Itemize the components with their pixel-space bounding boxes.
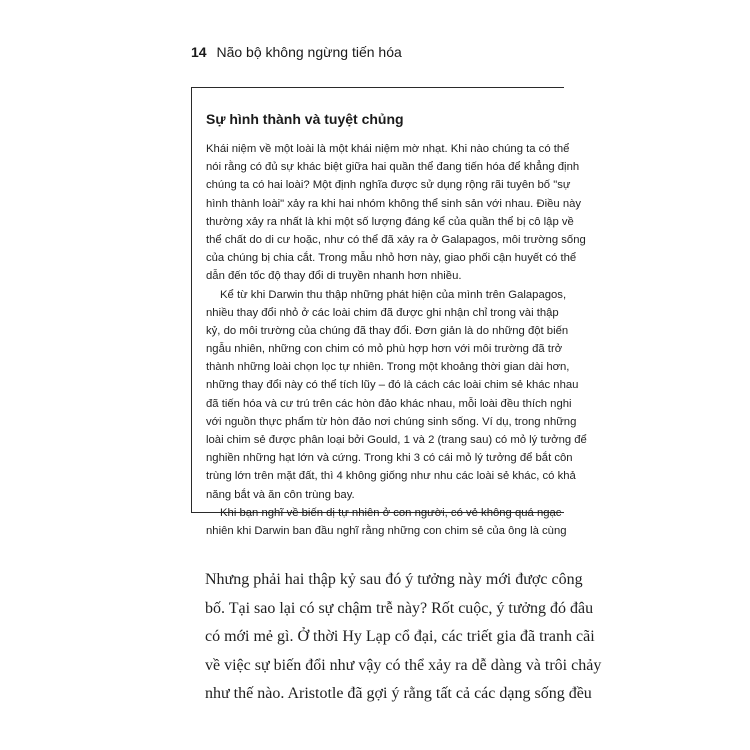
- sidebar-line: nói rằng có đủ sự khác biệt giữa hai quần thể đang tiến hóa để khẳng định: [206, 161, 580, 174]
- sidebar-box: [191, 87, 587, 537]
- body-line: về việc sự biến đổi như vậy có thể xảy ra dễ dàng và trôi chảy: [205, 656, 602, 674]
- sidebar-line: trùng lớn trên mặt đất, thì 4 không giống như nhu các loài sẻ khác, có khả: [206, 470, 576, 483]
- sidebar-line: Kể từ khi Darwin thu thập những phát hiện của mình trên Galapagos,: [220, 288, 567, 301]
- body-line: như thế nào. Aristotle đã gợi ý rằng tất cả các dạng sống đều: [205, 685, 592, 702]
- running-head: [191, 44, 402, 60]
- sidebar-line: dẫn đến tốc độ thay đổi di truyền nhanh hơn nhiều.: [206, 270, 462, 283]
- sidebar-line: Khái niệm về một loài là một khái niệm mờ nhạt. Khi nào chúng ta có thể: [206, 143, 570, 155]
- sidebar-line: loài chim sẻ được phân loại bởi Gould, 1 và 2 (trang sau) có mỏ lý tưởng để: [206, 434, 587, 446]
- sidebar-line: Khi bạn nghĩ về biến dị tự nhiên ở con người, có vẻ không quá ngạc: [220, 506, 562, 519]
- sidebar-line: thể chất do di cư hoặc, như có thể đã xảy ra ở Galapagos, môi trường sống: [206, 233, 586, 246]
- sidebar-line: hình thành loài" xảy ra khi hai nhóm không thể sinh sản với nhau. Điều này: [206, 197, 582, 210]
- sidebar-line: thường xảy ra nhất là khi một số lượng đáng kể của quần thể bị cô lập về: [206, 215, 574, 228]
- sidebar-line: chúng ta có hai loài? Một định nghĩa được sử dụng rộng rãi tuyên bố "sự: [206, 179, 571, 192]
- sidebar-line: nghiền những hạt lớn và cứng. Trong khi 3 có cái mỏ lý tưởng để bắt côn: [206, 452, 573, 465]
- body-line: bố. Tại sao lại có sự chậm trễ này? Rốt cuộc, ý tưởng đó đâu: [205, 599, 594, 617]
- sidebar-line: nhiều thay đổi nhỏ ở các loài chim đã được ghi nhận chỉ trong vài thập: [206, 306, 559, 319]
- sidebar-line: kỷ, do môi trường của chúng đã thay đổi. Đơn giản là do những đột biến: [206, 324, 569, 337]
- sidebar-line: với nguồn thực phẩm từ hòn đảo nơi chúng sinh sống. Ví dụ, trong những: [206, 415, 577, 428]
- sidebar-body: [206, 140, 626, 540]
- sidebar-line: nhiên khi Darwin ban đầu nghĩ rằng những con chim sẻ của ông là cùng: [206, 524, 567, 537]
- sidebar-title: Sự hình thành và tuyệt chủng: [206, 111, 404, 127]
- main-body-text: [205, 566, 602, 709]
- sidebar-line: những thay đổi này có thể tích lũy – đó là cách các loài chim sẻ khác nhau: [206, 379, 579, 392]
- sidebar-line: năng bắt và ăn côn trùng bay.: [206, 488, 355, 501]
- chapter-title: Não bộ không ngừng tiến hóa: [216, 44, 402, 60]
- page-number: 14: [191, 44, 207, 60]
- sidebar-line: của chúng bị chia cắt. Trong mẫu nhỏ hơn này, giao phối cận huyết có thể: [206, 252, 577, 265]
- sidebar-line: ngẫu nhiên, những con chim có mỏ phù hợp hơn với môi trường đã trở: [206, 343, 563, 356]
- sidebar-line: đã tiến hóa và cư trú trên các hòn đảo khác nhau, mỗi loài đều thích nghi: [206, 397, 572, 410]
- body-line: Nhưng phải hai thập kỷ sau đó ý tưởng này mới được công: [205, 571, 583, 588]
- body-line: có mới mẻ gì. Ở thời Hy Lạp cổ đại, các triết gia đã tranh cãi: [205, 628, 595, 645]
- sidebar-line: thành những loài chọn lọc tự nhiên. Trong một khoảng thời gian dài hơn,: [206, 361, 570, 374]
